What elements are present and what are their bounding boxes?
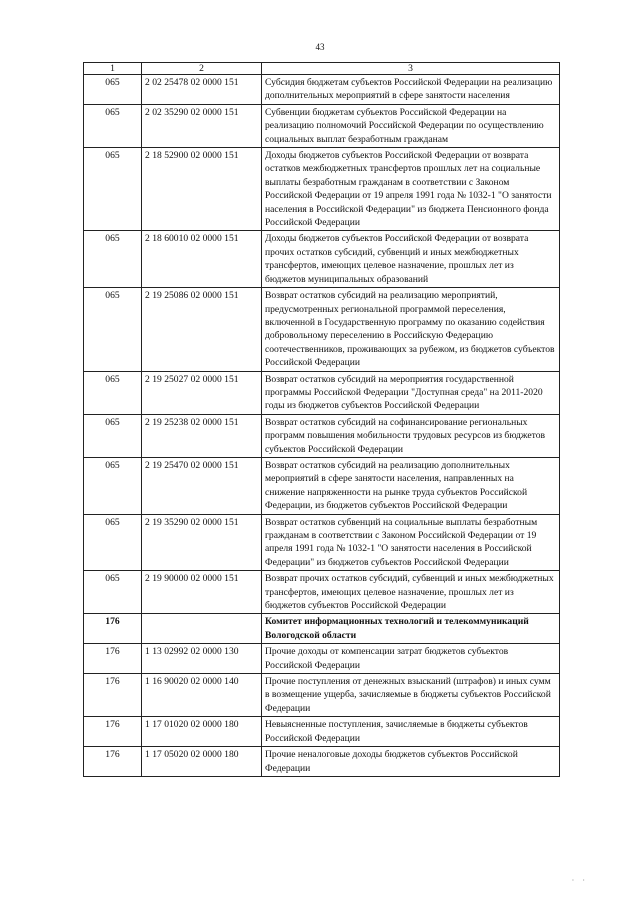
row-budget-code — [142, 614, 262, 644]
row-budget-code: 2 02 25478 02 0000 151 — [142, 75, 262, 105]
row-admin-code: 065 — [84, 148, 142, 231]
table-row — [84, 571, 560, 614]
row-budget-code: 1 17 01020 02 0000 180 — [142, 717, 262, 747]
row-revenue-name: Прочие неналоговые доходы бюджетов субъектов Российской Федерации — [262, 747, 560, 777]
row-admin-code: 065 — [84, 371, 142, 414]
row-admin-code: 176 — [84, 644, 142, 674]
row-budget-code: 2 19 25027 02 0000 151 — [142, 371, 262, 414]
row-budget-code: 2 02 35290 02 0000 151 — [142, 104, 262, 147]
row-revenue-name: Невыясненные поступления, зачисляемые в бюджеты субъектов Российской Федерации — [262, 717, 560, 747]
table-row — [84, 514, 560, 571]
page-number: 43 — [315, 42, 325, 52]
row-budget-code: 2 19 25086 02 0000 151 — [142, 288, 262, 371]
row-revenue-name: Доходы бюджетов субъектов Российской Федерации от возврата прочих остатков субсидий, субвенций и иных межбюджетных трансфертов, имеющих целевое назначение, прошлых лет из бюджетов муниципальных образований — [262, 231, 560, 288]
header-col-3: 3 — [262, 63, 560, 75]
row-revenue-name: Субвенции бюджетам субъектов Российской Федерации на реализацию полномочий Российской Федерации по осуществлению социальных выплат безработным гражданам — [262, 104, 560, 147]
row-revenue-name: Прочие доходы от компенсации затрат бюджетов субъектов Российской Федерации — [262, 644, 560, 674]
row-admin-code: 065 — [84, 231, 142, 288]
table-row — [84, 75, 560, 105]
row-admin-code: 176 — [84, 614, 142, 644]
table-row — [84, 288, 560, 371]
row-admin-code: 065 — [84, 75, 142, 105]
table-row — [84, 414, 560, 457]
table-row — [84, 747, 560, 777]
row-revenue-name: Субсидия бюджетам субъектов Российской Федерации на реализацию дополнительных мероприятий в сфере занятости населения — [262, 75, 560, 105]
header-col-1: 1 — [84, 63, 142, 75]
table-row — [84, 674, 560, 717]
row-budget-code: 1 13 02992 02 0000 130 — [142, 644, 262, 674]
row-budget-code: 2 19 90000 02 0000 151 — [142, 571, 262, 614]
row-admin-code: 065 — [84, 414, 142, 457]
row-revenue-name: Возврат остатков субсидий на реализацию дополнительных мероприятий в сфере занятости населения, направленных на снижение напряженности на рынке труда субъектов Российской Федерации, из бюджетов субъектов Российской Федерации — [262, 457, 560, 514]
row-budget-code: 2 18 52900 02 0000 151 — [142, 148, 262, 231]
row-budget-code: 2 18 60010 02 0000 151 — [142, 231, 262, 288]
row-admin-code: 065 — [84, 104, 142, 147]
row-budget-code: 2 19 35290 02 0000 151 — [142, 514, 262, 571]
row-admin-code: 065 — [84, 457, 142, 514]
table-row — [84, 104, 560, 147]
table-row — [84, 148, 560, 231]
row-budget-code: 1 17 05020 02 0000 180 — [142, 747, 262, 777]
row-revenue-name: Доходы бюджетов субъектов Российской Федерации от возврата остатков межбюджетных трансфертов прошлых лет на социальные выплаты безработным гражданам в соответствии с Законом Российской Федерации от 19 апреля 1991 года № 1032-1 "О занятости населения в Российской Федерации" из бюджета Пенсионного фонда Российской Федерации — [262, 148, 560, 231]
row-budget-code: 2 19 25238 02 0000 151 — [142, 414, 262, 457]
header-col-2: 2 — [142, 63, 262, 75]
row-revenue-name: Прочие поступления от денежных взысканий (штрафов) и иных сумм в возмещение ущерба, зачисляемые в бюджеты субъектов Российской Федерации — [262, 674, 560, 717]
row-budget-code: 1 16 90020 02 0000 140 — [142, 674, 262, 717]
table-row — [84, 231, 560, 288]
row-revenue-name: Возврат прочих остатков субсидий, субвенций и иных межбюджетных трансфертов, имеющих целевое назначение, прошлых лет из бюджетов субъектов Российской Федерации — [262, 571, 560, 614]
row-admin-code: 065 — [84, 288, 142, 371]
table-row — [84, 614, 560, 644]
row-budget-code: 2 19 25470 02 0000 151 — [142, 457, 262, 514]
row-revenue-name: Возврат остатков субсидий на софинансирование региональных программ повышения мобильности трудовых ресурсов из бюджетов субъектов Российской Федерации — [262, 414, 560, 457]
table-row — [84, 717, 560, 747]
row-admin-code: 176 — [84, 717, 142, 747]
row-revenue-name: Возврат остатков субсидий на реализацию мероприятий, предусмотренных региональной программой переселения, включенной в Государственную программу по оказанию содействия добровольному переселению в Российскую Федерацию соотечественников, проживающих за рубежом, из бюджетов субъектов Российской Федерации — [262, 288, 560, 371]
table-row — [84, 644, 560, 674]
table-row — [84, 457, 560, 514]
table-row — [84, 371, 560, 414]
row-admin-code: 176 — [84, 674, 142, 717]
table-header-row — [84, 63, 560, 75]
revenue-codes-table — [83, 62, 560, 777]
row-admin-code: 065 — [84, 514, 142, 571]
row-admin-code: 065 — [84, 571, 142, 614]
row-revenue-name: Возврат остатков субсидий на мероприятия государственной программы Российской Федерации "Доступная среда" на 2011-2020 годы из бюджетов субъектов Российской Федерации — [262, 371, 560, 414]
scan-mark: · · — [571, 876, 588, 885]
row-revenue-name: Комитет информационных технологий и телекоммуникаций Вологодской области — [262, 614, 560, 644]
row-revenue-name: Возврат остатков субвенций на социальные выплаты безработным гражданам в соответствии с Законом Российской Федерации от 19 апреля 1991 года № 1032-1 "О занятости населения в Российской Федерации" из бюджетов субъектов Российской Федерации — [262, 514, 560, 571]
row-admin-code: 176 — [84, 747, 142, 777]
